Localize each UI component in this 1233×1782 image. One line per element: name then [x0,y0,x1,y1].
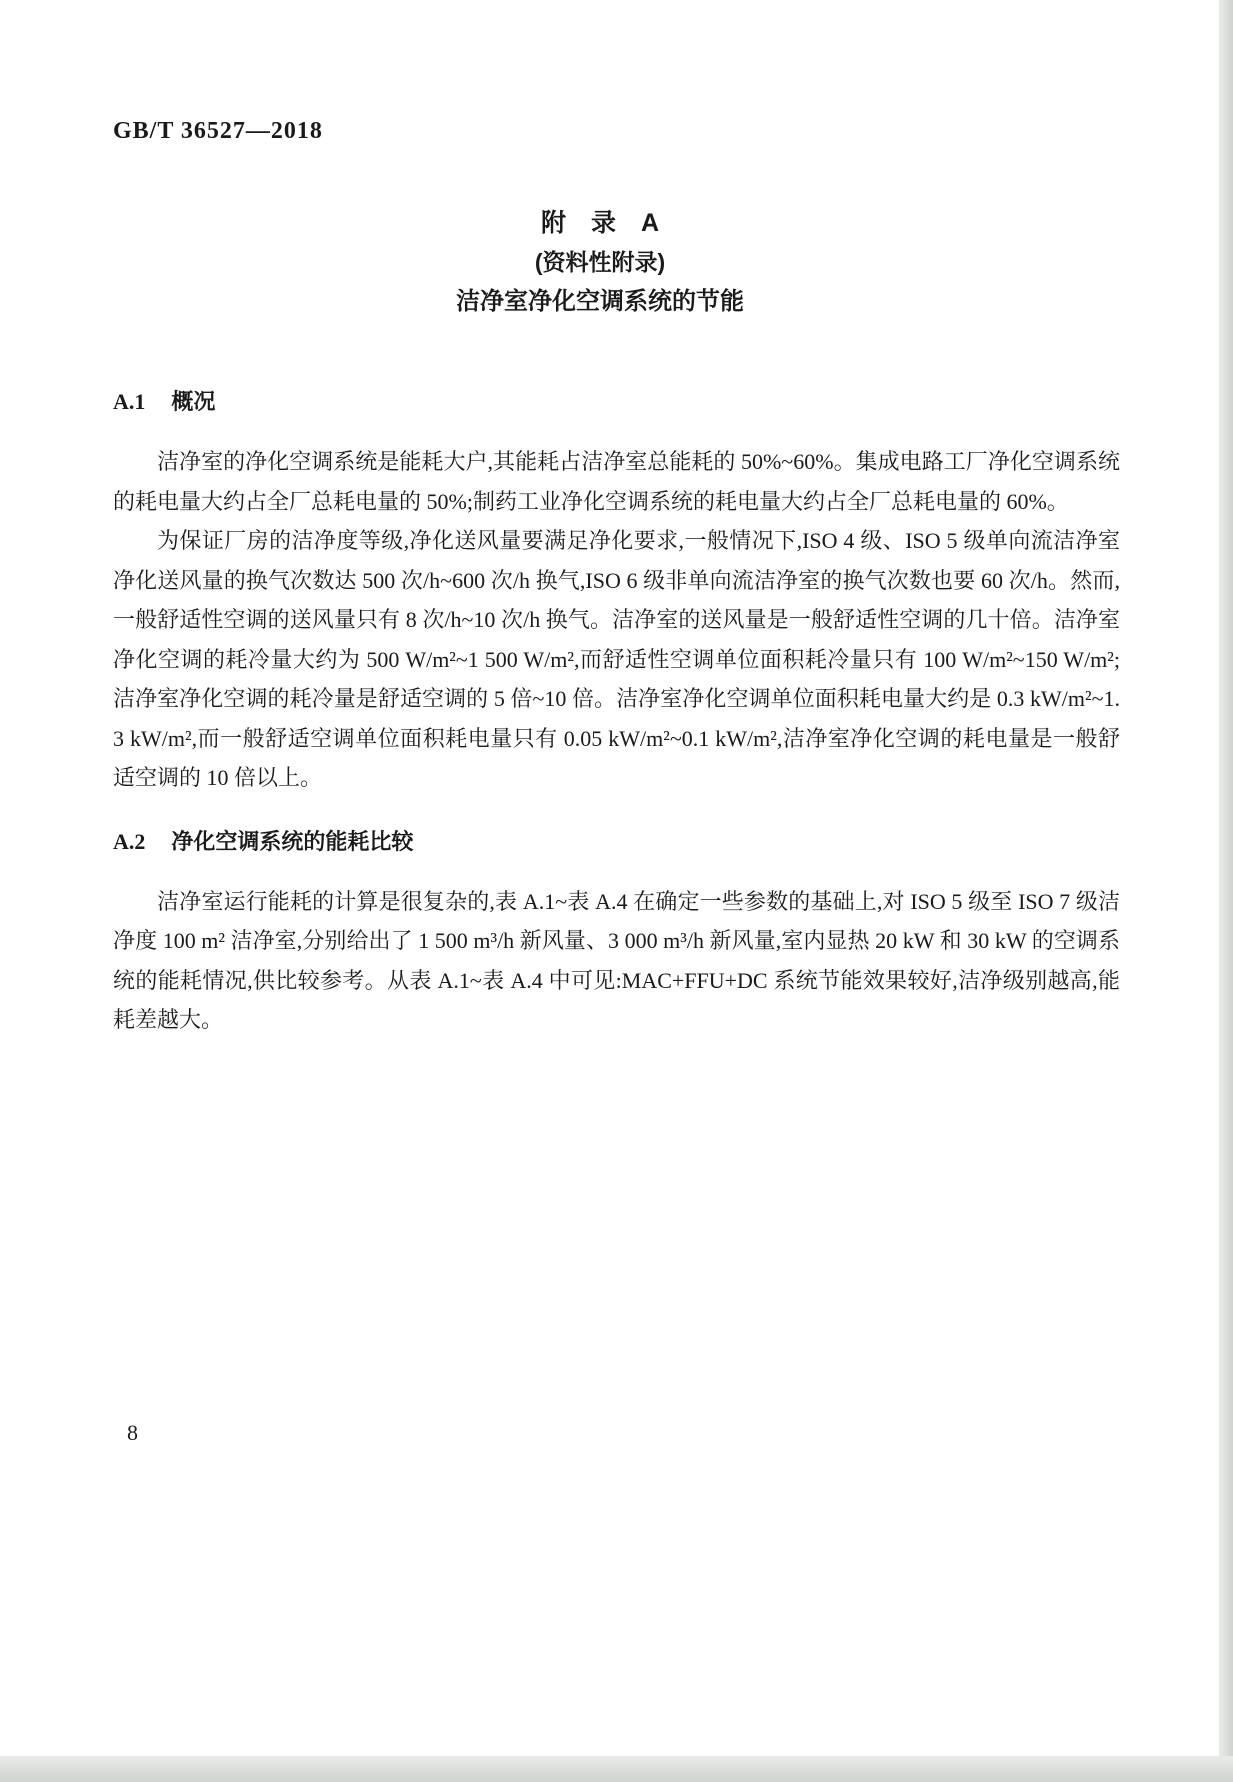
appendix-title-block [0,204,1200,321]
section-a2-heading [113,828,1120,856]
section-a1-heading [113,388,1120,416]
paragraph-a1-2: 为保证厂房的洁净度等级,净化送风量要满足净化要求,一般情况下,ISO 4 级、ISO 5 级单向流洁净室净化送风量的换气次数达 500 次/h~600 次/h 换气,ISO 6 级非单向流洁净室的换气次数也要 60 次/h。然而,一般舒适性空调的送风量只有 8 次/h~10 次/h 换气。洁净室的送风量是一般舒适性空调的几十倍。洁净室净化空调的耗冷量大约为 500 W/m²~1 500 W/m²,而舒适性空调单位面积耗冷量只有 100 W/m²~150 W/m²;洁净室净化空调的耗冷量是舒适空调的 5 倍~10 倍。洁净室净化空调单位面积耗电量大约是 0.3 kW/m²~1.3 kW/m²,而一般舒适空调单位面积耗电量只有 0.05 kW/m²~0.1 kW/m²,洁净室净化空调的耗电量是一般舒适空调的 10 倍以上。 [113,528,1120,790]
section-a2-title: 净化空调系统的能耗比较 [171,828,414,854]
paragraph-a2-1: 洁净室运行能耗的计算是很复杂的,表 A.1~表 A.4 在确定一些参数的基础上,对 ISO 5 级至 ISO 7 级洁净度 100 m² 洁净室,分别给出了 1 500 m³/h 新风量、3 000 m³/h 新风量,室内显热 20 kW 和 30 kW 的空调系统的能耗情况,供比较参考。从表 A.1~表 A.4 中可见:MAC+FFU+DC 系统节能效果较好,洁净级别越高,能耗差越大。 [113,888,1120,1032]
page-number: 8 [127,1420,138,1445]
appendix-title: 附 录 A [540,209,660,237]
standard-number-header: GB/T 36527—2018 [113,118,323,144]
scan-edge-right [1219,0,1233,1782]
paragraph-a1-1: 洁净室的净化空调系统是能耗大户,其能耗占洁净室总能耗的 50%~60%。集成电路工厂净化空调系统的耗电量大约占全厂总耗电量的 50%;制药工业净化空调系统的耗电量大约占全厂总耗电量的 60%。 [113,449,1120,514]
document-body [113,388,1120,1040]
section-a1-title: 概况 [171,389,216,414]
section-a1-number: A.1 [113,389,146,414]
appendix-subtitle: (资料性附录) [534,249,666,275]
scan-edge-bottom [0,1756,1233,1782]
section-a2-number: A.2 [113,828,146,854]
appendix-name: 洁净室净化空调系统的节能 [456,288,744,315]
